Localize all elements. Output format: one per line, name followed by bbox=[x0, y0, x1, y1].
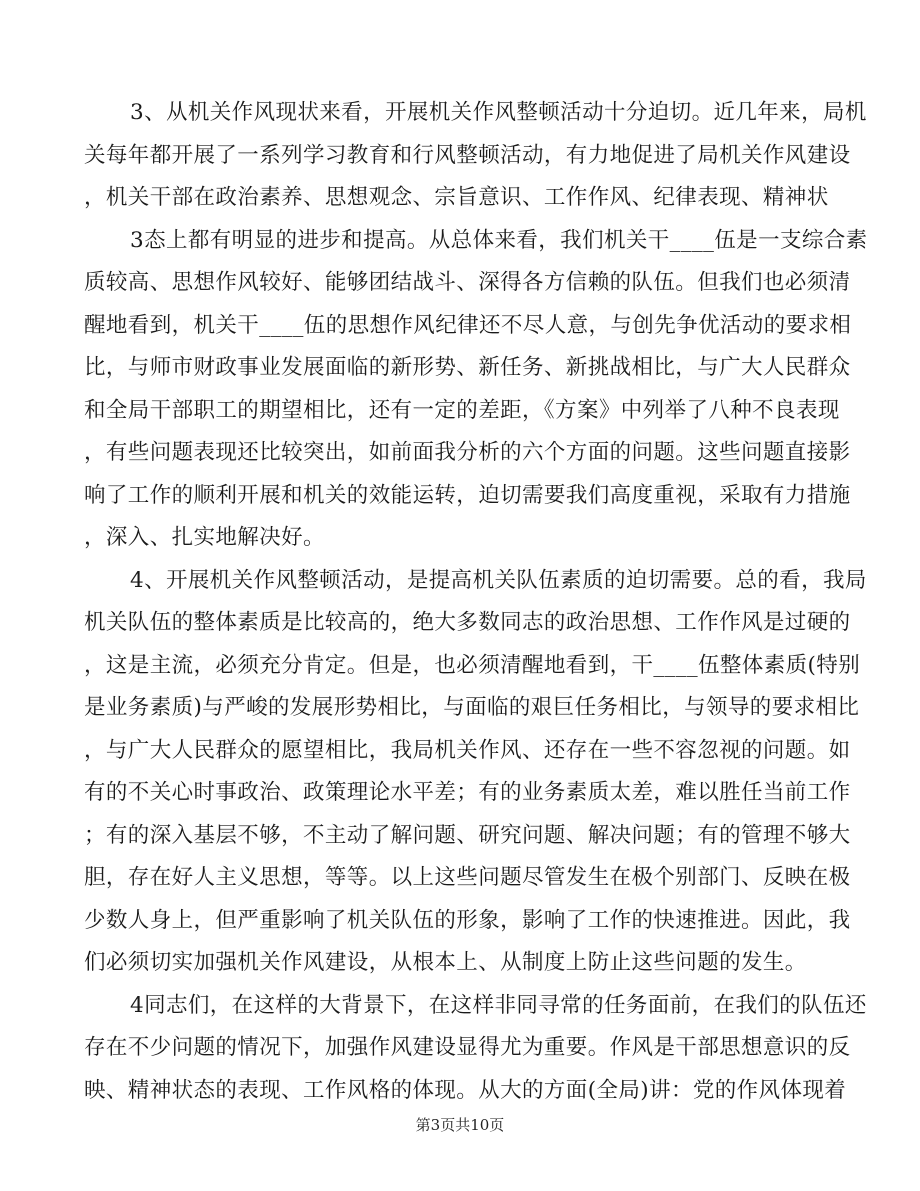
text-line: 4、开展机关作风整顿活动，是提高机关队伍素质的迫切需要。总的看，我局 bbox=[130, 567, 867, 593]
text-line: 3、从机关作风现状来看，开展机关作风整顿活动十分迫切。近几年来，局机 bbox=[130, 100, 867, 125]
text-line: 比，与师市财政事业发展面临的新形势、新任务、新挑战相比，与广大人民群众 bbox=[84, 355, 851, 380]
text-line: 关每年都开展了一系列学习教育和行风整顿活动，有力地促进了局机关作风建设 bbox=[84, 142, 851, 168]
paragraph-4 bbox=[84, 985, 867, 1113]
text-line: ，机关干部在政治素养、思想观念、宗旨意识、工作作风、纪律表现、精神状 bbox=[84, 185, 829, 210]
text-line: 们必须切实加强机关作风建设，从根本上、从制度上防止这些问题的发生。 bbox=[84, 950, 807, 975]
text-line: 机关队伍的整体素质是比较高的，绝大多数同志的政治思想、工作作风是过硬的 bbox=[84, 610, 851, 635]
page-number-footer: 第3页共10页 bbox=[415, 1116, 505, 1134]
text-line: ，有些问题表现还比较突出，如前面我分析的六个方面的问题。这些问题直接影 bbox=[84, 440, 851, 465]
text-line: 少数人身上，但严重影响了机关队伍的形象，影响了工作的快速推进。因此，我 bbox=[84, 907, 851, 933]
text-line: 胆，存在好人主义思想，等等。以上这些问题尽管发生在极个别部门、反映在极 bbox=[84, 865, 851, 890]
text-line: 映、精神状态的表现、工作风格的体现。从大的方面(全局)讲：党的作风体现着 bbox=[84, 1077, 847, 1103]
text-line: 质较高、思想作风较好、能够团结战斗、深得各方信赖的队伍。但我们也必须清 bbox=[84, 270, 851, 295]
text-line: 是业务素质)与严峻的发展形势相比，与面临的艰巨任务相比，与领导的要求相比 bbox=[84, 695, 860, 720]
text-line: 4同志们，在这样的大背景下，在这样非同寻常的任务面前，在我们的队伍还 bbox=[130, 992, 867, 1018]
document-body bbox=[84, 92, 868, 1112]
text-line: 存在不少问题的情况下，加强作风建设显得尤为重要。作风是干部思想意识的反 bbox=[84, 1035, 851, 1060]
text-line: 有的不关心时事政治、政策理论水平差；有的业务素质太差，难以胜任当前工作 bbox=[84, 780, 851, 805]
paragraph-2 bbox=[84, 220, 868, 560]
text-line: 和全局干部职工的期望相比，还有一定的差距，《方案》中列举了八种不良表现 bbox=[84, 397, 840, 423]
text-line: 响了工作的顺利开展和机关的效能运转，迫切需要我们高度重视，采取有力措施 bbox=[84, 482, 851, 508]
text-line: ；有的深入基层不够，不主动了解问题、研究问题、解决问题；有的管理不够大 bbox=[84, 822, 851, 848]
paragraph-3 bbox=[84, 560, 867, 985]
text-line: 3态上都有明显的进步和提高。从总体来看，我们机关干____伍是一支综合素 bbox=[130, 227, 868, 253]
text-line: ，这是主流，必须充分肯定。但是，也必须清醒地看到，干____伍整体素质(特别 bbox=[84, 652, 861, 678]
paragraph-1 bbox=[84, 92, 867, 220]
text-line: 醒地看到，机关干____伍的思想作风纪律还不尽人意，与创先争优活动的要求相 bbox=[84, 312, 852, 338]
text-line: ，与广大人民群众的愿望相比，我局机关作风、还存在一些不容忽视的问题。如 bbox=[84, 737, 851, 763]
text-line: ，深入、扎实地解决好。 bbox=[84, 525, 325, 550]
